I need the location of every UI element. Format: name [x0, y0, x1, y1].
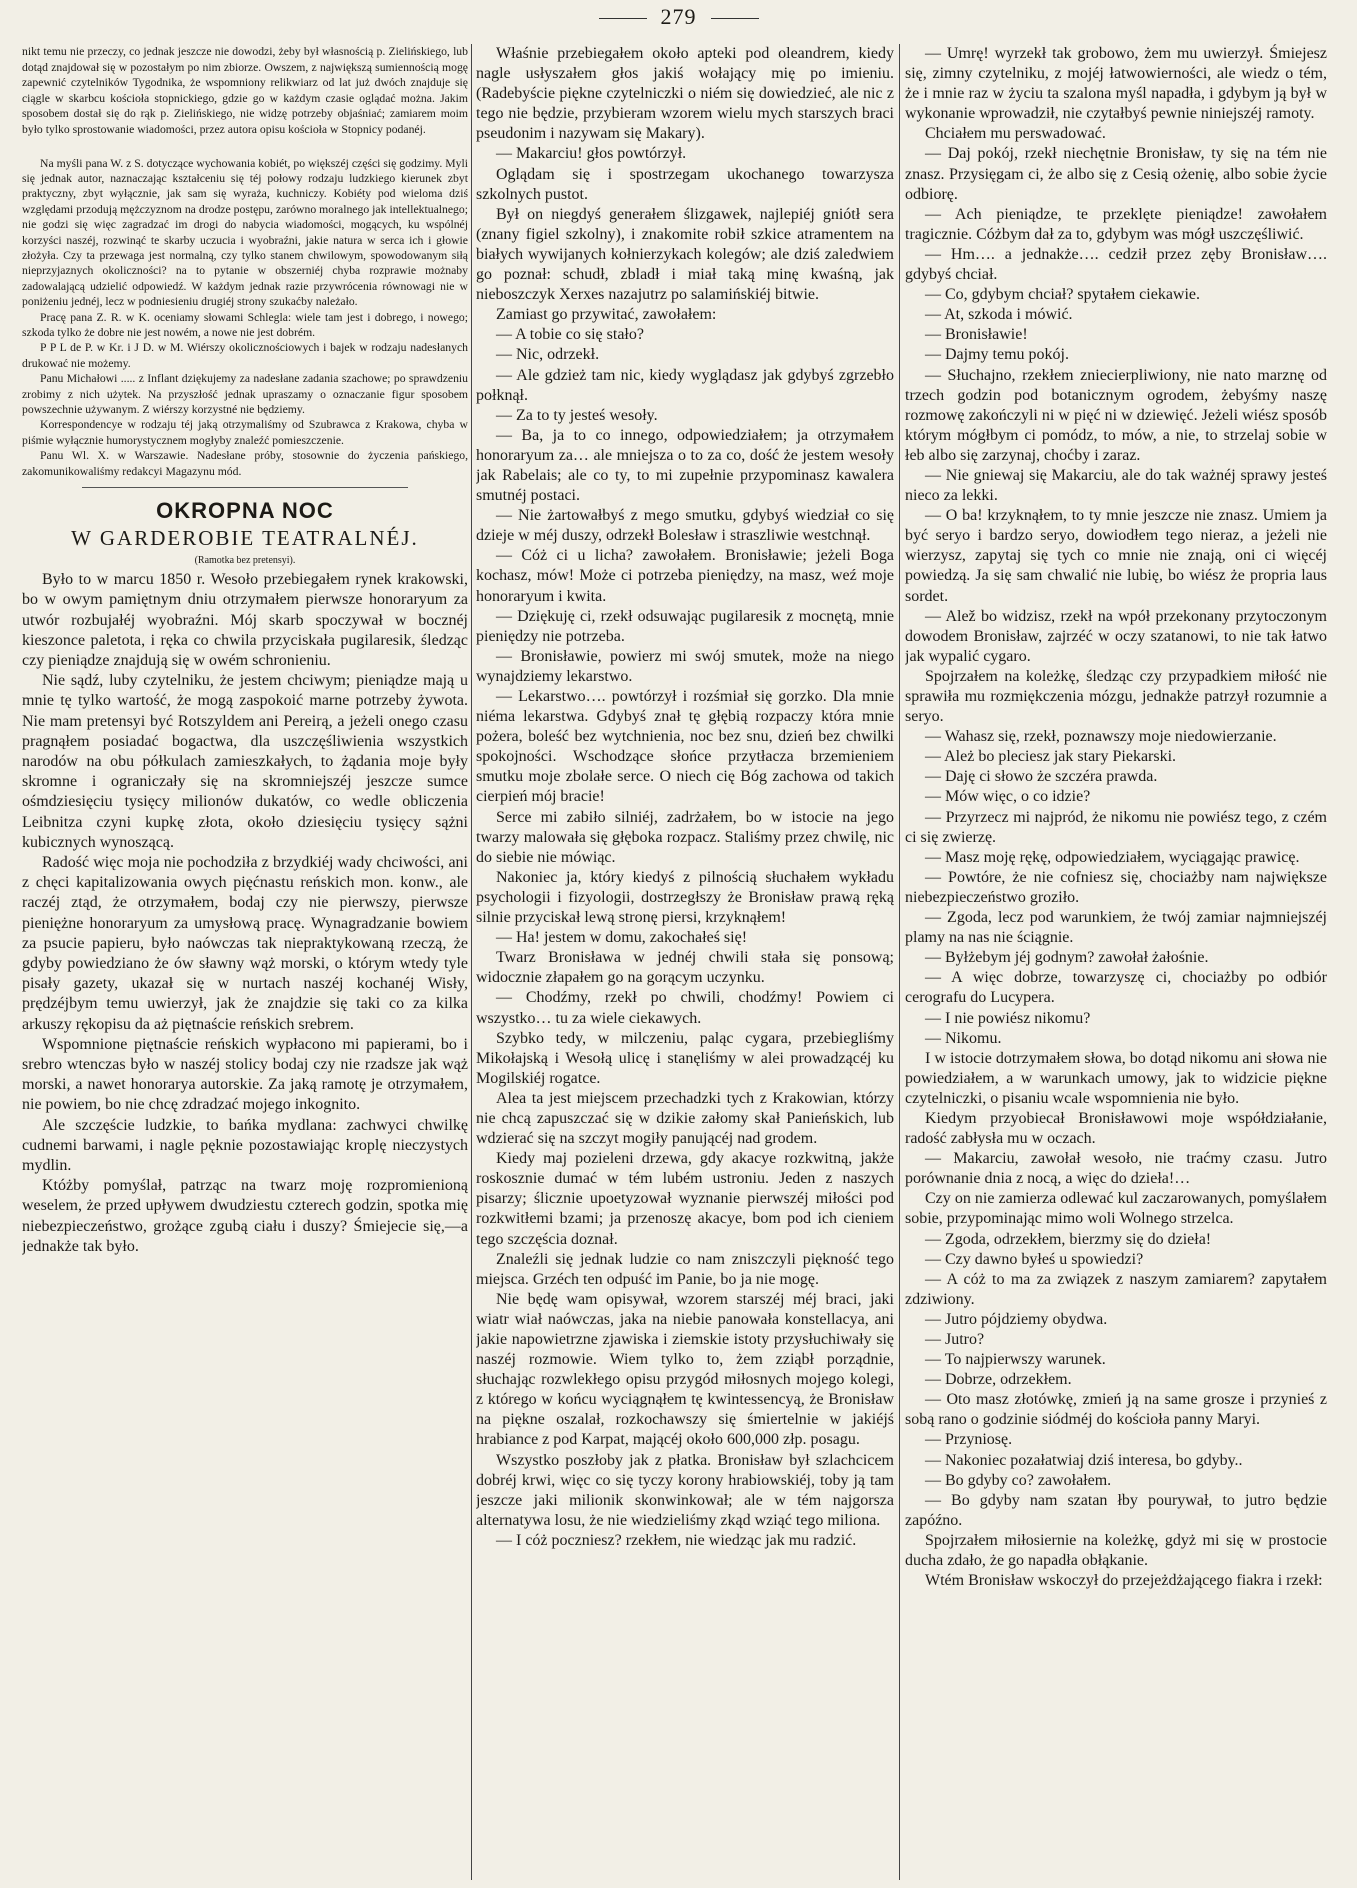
paragraph: — Wahasz się, rzekł, poznawszy moje niedowierzanie. [925, 728, 1277, 746]
paragraph: — Zgoda, lecz pod warunkiem, że twój zamiar najmniejszéj plamy na nas nie ściągnie. [905, 909, 1327, 947]
paragraph: — Masz moję rękę, odpowiedziałem, wyciągając prawicę. [925, 848, 1300, 866]
column-left [22, 44, 468, 1880]
article-heading [22, 498, 468, 566]
paragraph: — Byłżebym jéj godnym? zawołał żałośnie. [925, 949, 1209, 967]
paragraph: — Jutro? [925, 1331, 985, 1348]
correction-note [22, 44, 468, 138]
article-body-part-3 [905, 44, 1327, 1591]
paragraph: — Ba, ja to co innego, odpowiedziałem; ja otrzymałem honoraryum za… ale mniejsza o to za co, dość że jestem wesoły jak Rabelais; ale co ty, to mi zupełnie przypominasz kawalera smutnéj postaci. [476, 426, 894, 505]
paragraph: — Umrę! wyrzekł tak grobowo, żem mu uwierzył. Śmiejesz się, zimny czytelniku, z mojéj łatwowierności, ale wiedz o tém, że i mnie raz w życiu ta szalona myśl napadła, i gdybym ją był w wykonanie wprowadził, nie czytałbyś pewnie niniejszéj ramoty. [905, 45, 1327, 123]
paragraph: — Bo gdyby co? zawołałem. [925, 1471, 1112, 1489]
paragraph: Radość więc moja nie pochodziła z brzydkiéj wady chciwości, ani z chęci kapitalizowania owych pięćnastu reńskich mon. konw., ale raczéj ztąd, że otrzymałem, bodaj czy nie pierwszy, pierwsze pieniężne honoraryum za umysłową pracę. Wynagradzanie bowiem za psucie papieru, było naówczas tak niepraktykowaną rzeczą, że gdyby powiedziano że ów sławny wąż morski, o którym wtedy tyle pisały gazety, ukazał się w nurtach naszéj kochanéj Wisły, prędzéjbym temu uwierzył, jak że znajdzie się taki co za kilka arkuszy rękopisu da aż piętnaście reńskich srebrem. [22, 853, 468, 1033]
paragraph: — Bo gdyby nam szatan łby pourywał, to jutro będzie zapóźno. [905, 1491, 1327, 1529]
paragraph: — Zgoda, odrzekłem, bierzmy się do dzieła! [925, 1230, 1212, 1248]
paragraph: Kiedy maj pozieleni drzewa, gdy akacye rozkwitną, jakże roskosznie dumać w tém lubém ustroniu. Jeden z naszych pisarzy; ślicznie upoetyzował wyznanie pierwszéj miłości pod rozkwitłemi bzami; ja przenoszę akacye, bom pod ich cieniem tego szczęścia doznał. [476, 1150, 894, 1248]
paragraph: — Powtóre, że nie cofniesz się, chociażby nam największe niebezpieczeństwo groziło. [905, 868, 1327, 906]
paragraph: — O ba! krzyknąłem, to ty mnie jeszcze nie znasz. Umiem ja być seryo i bardzo seryo, dowiodłem tego nieraz, a jeżeli nie wierzysz, zapytaj się tych co mnie nie znają, oni ci więcéj powiedzą. Ja się sam chwalić nie lubię, bo wiész że propria laus sordet. [905, 507, 1327, 605]
paragraph: — Przyniosę. [925, 1431, 1013, 1449]
note-paragraph: Panu Michałowi ..... z Inflant dziękujemy za nadesłane zadania szachowe; po sprawdzeniu zrobimy z nich użytek. Na przyszłość jednak upraszamy o oznaczanie figur sposobem powszechnie używanym. Z wiérszy korzystné nie będziemy. [22, 372, 468, 417]
paragraph: Kiedym przyobiecał Bronisławowi moje współdziałanie, radość zabłysła mu w oczach. [905, 1109, 1327, 1148]
paragraph: — A tobie co się stało? [496, 326, 644, 344]
paragraph: — Dajmy temu pokój. [925, 346, 1069, 364]
paragraph: I w istocie dotrzymałem słowa, bo dotąd nikomu ani słowa nie powiedziałem, a w warunkach umowy, jak to widzicie piękne czytelniczki, o pisaniu wcale wspomnienia nie było. [905, 1049, 1327, 1107]
note-paragraph: Na myśli pana W. z S. dotyczące wychowania kobiét, po większéj części się godzimy. Myli się jednak autor, naznaczając kształceniu się téj połowy rodzaju ludzkiego kierunek zbyt praktyczny, zbyt wyłącznie, jak sam się wyraża, kuchniczy. Kobiéty pod wieloma dziś względami przodują mężczyznom na drodze postępu, zarówno moralnego jak intellektualnego; nie godzi się więc zagradzać im drogi do nabycia wiadomości, mogących, ku wspólnéj korzyści naszéj, rozwinąć te skarby uczucia i wyobraźni, jakie natura w serca ich i głowie złożyła. Czy ta przewaga jest normalną, czy tylko stanem chwilowym, spowodowanym siłą nieprzyjaznych okoliczności? na to pytanie w obszerniéj chyba rozprawie możnaby zadowalającą udzielić odpowiedź. W każdym jednak razie przywrócenia równowagi nie w poniżeniu jednéj, lecz w podniesieniu drugiéj strony szukaćby należało. [22, 156, 468, 309]
paragraph: — Lekarstwo…. powtórzył i rozśmiał się gorzko. Dla mnie niéma lekarstwa. Gdybyś znał tę głębią rozpaczy która mnie pożera, boleść bez wytchnienia, noc bez snu, dzień bez chwilki spokojności. Wschodzące słońce przytłacza brzemieniem smutku moje zbolałe serce. O niech cię Bóg zachowa od takich cierpień mój bracie! [476, 688, 894, 806]
paragraph: Nie sądź, luby czytelniku, że jestem chciwym; pieniądze mają u mnie tę tylko wartość, że mogą zaspokoić marne potrzeby żywota. Nie mam pretensyi być Rotszyldem ani Pereirą, a jeżeli onego czasu pragnąłem posiadać bogactwa, dla uszczęśliwienia wszystkich narodów na obu półkulach zamieszkałych, to żądania moje były skromne i ograniczały się na skromniejszéj jeszcze sumce ośmdziesięciu tysięcy milionów dukatów, co wedle obliczenia Leibnitza czyni kupkę złota, około dziesięciu tysięcy sążni kubicznych wynoszącą. [22, 672, 468, 851]
paragraph: — A więc dobrze, towarzyszę ci, chociażby po odbiór cerografu do Lucypera. [905, 969, 1327, 1007]
paragraph: — Słuchajno, rzekłem zniecierpliwiony, nie nato marznę od trzech godzin pod botanicznym ogrodem, żebyśmy naszę rozmowę zakończyli ni w pięć ni w dziewięć. Jeżeli wiész sposób którym mógłbym ci pomódz, to mów, a nie, to strzelaj sobie w łeb albo się zarzynaj, choćby i zaraz. [905, 366, 1327, 464]
paragraph: — Przyrzecz mi najpród, że nikomu nie powiész tego, z czém ci się zwierzę. [905, 808, 1327, 846]
note-paragraph: Panu Wl. X. w Warszawie. Nadesłane próby, stosownie do życzenia pańskiego, zakomunikowaliśmy redakcyi Magazynu mód. [22, 449, 468, 478]
column-right [905, 44, 1327, 1880]
article-note: (Ramotka bez pretensyi). [194, 555, 296, 567]
note-paragraph: Korrespondencye w rodzaju téj jaką otrzymaliśmy od Szubrawca z Krakowa, chyba w piśmie wyłącznie humorystycznem mogłyby znaleźć pomieszczenie. [22, 418, 468, 447]
paragraph: — Czy dawno byłeś u spowiedzi? [925, 1250, 1144, 1268]
section-divider [82, 487, 408, 488]
paragraph: — Makarciu, zawołał wesoło, nie traćmy czasu. Jutro porównanie dnia z nocą, a więc do dzieła!… [905, 1150, 1327, 1188]
note-paragraph: P P L de P. w Kr. i J D. w M. Wiérszy okolicznościowych i bajek w rodzaju nadesłanych drukować nie możemy. [22, 341, 468, 370]
paragraph: — Nic, odrzekł. [496, 346, 600, 364]
paragraph: Ale szczęście ludzkie, to bańka mydlana: zachwyci chwilkę cudnemi barwami, i nagle pęknie pozostawiając kroplę nieczystych mydlin. [22, 1116, 468, 1174]
paragraph: — Nie gniewaj się Makarciu, ale do tak ważnéj sprawy jesteś nieco za lekki. [905, 466, 1327, 505]
paragraph: Wszystko poszłoby jak z płatka. Bronisław był szlachcicem dobréj krwi, więc co się tyczy korony hrabiowskiéj, toby ją tam jeszcze jaki milionik skonwinkował; ale w tém najgorsza alternatywa losu, że nie wiedzieliśmy zkąd wziąć tego miliona. [476, 1451, 894, 1529]
paragraph: — Daj pokój, rzekł niechętnie Bronisław, ty się na tém nie znasz. Przysięgam ci, że albo się z Cesią ożenię, albo sobie życie odbiorę. [905, 145, 1327, 203]
paragraph: Oglądam się i spostrzegam ukochanego towarzysza szkolnych pustot. [476, 165, 894, 203]
paragraph: — Bronisławie, powierz mi swój smutek, może na niego wynajdziemy lekarstwo. [476, 647, 894, 685]
column-rule-left [471, 44, 472, 1880]
column-middle [476, 44, 894, 1880]
paragraph: Spojrzałem na koleżkę, śledząc czy przypadkiem miłość nie sprawiła mu rozmiękczenia mózgu, jednakże patrzył rozumnie a seryo. [905, 667, 1327, 726]
paragraph: — At, szkoda i mówić. [925, 306, 1073, 324]
paragraph: — Cóż ci u licha? zawołałem. Bronisławie; jeżeli Boga kochasz, mów! Może ci potrzeba pieniędzy, na masz, weź moje honoraryum i kwita. [476, 547, 894, 605]
paragraph: Znaleźli się jednak ludzie co nam zniszczyli piękność tego miejsca. Grzéch ten odpuść im Panie, bo ja nie mogę. [476, 1250, 894, 1288]
paragraph: — Ha! jestem w domu, zakochałeś się! [496, 929, 748, 947]
paragraph: — Oto masz złotówkę, zmień ją na same grosze i przynieś z sobą rano o godzinie siódméj do kościoła panny Maryi. [905, 1391, 1327, 1429]
article-title: OKROPNA NOC [156, 498, 334, 524]
paragraph: — Jutro pójdziemy obydwa. [925, 1310, 1108, 1328]
paragraph: Zamiast go przywitać, zawołałem: [496, 306, 717, 324]
paragraph: — A cóż to ma za związek z naszym zamiarem? zapytałem zdziwiony. [905, 1270, 1327, 1308]
paragraph: — Daję ci słowo że szczéra prawda. [925, 768, 1158, 786]
paragraph: Czy on nie zamierza odlewać kul zaczarowanych, pomyślałem sobie, przypominając mimo woli Wolnego strzelca. [905, 1190, 1327, 1228]
paragraph: — Ach pieniądze, te przeklęte pieniądze! zawołałem tragicznie. Cóżbym dał za to, gdybym was mógł uszczęśliwić. [905, 205, 1327, 243]
paragraph: — Za to ty jesteś wesoły. [496, 406, 658, 424]
article-body-part-2 [476, 44, 894, 1551]
paragraph: Serce mi zabiło silniéj, zadrżałem, bo w istocie na jego twarzy malowała się głęboka rozpacz. Staliśmy przez chwilę, nic do siebie nie mówiąc. [476, 808, 894, 866]
paragraph: — Mów więc, o co idzie? [925, 788, 1091, 806]
paragraph: — Nikomu. [925, 1029, 1002, 1047]
paragraph: — I cóż poczniesz? rzekłem, nie wiedząc jak mu radzić. [496, 1531, 857, 1549]
editorial-notes [22, 156, 468, 480]
paragraph: Szybko tedy, w milczeniu, paląc cygara, przebiegliśmy Mikołajską i Wesołą ulicę i stanęliśmy w alei prowadzącéj ku Mogilskiéj rogatce. [476, 1029, 894, 1087]
note-paragraph: Pracę pana Z. R. w K. oceniamy słowami Schlegla: wiele tam jest i dobrego, i nowego; szkoda tylko że dobre nie jest nowém, a nowe nie jest dobrém. [22, 310, 468, 340]
paragraph: Wspomnione piętnaście reńskich wypłacono mi papierami, bo i srebro wtenczas było w naszéj stolicy bodaj czy nie rzadsze jak wąż morski, a nawet honorarya autorskie. Za jaką ramotę je otrzymałem, nie powiem, bo nie chcę zdradzać mojego inkognito. [22, 1035, 468, 1114]
paragraph: Nakoniec ja, który kiedyś z pilnością słuchałem wykładu psychologii i fizyologii, dostrzegłszy że Bronisław prawą ręką silnie przyciskał lewą stronę piersi, krzyknąłem! [476, 868, 894, 927]
paragraph: Był on niegdyś generałem ślizgawek, najlepiéj gniótł sera (znany figiel szkolny), i znakomite robił szkice atramentem na białych wywijanych kołnierzykach kolegów; ale dziś zaledwiem go poznał: schudł, zbladł i miał taką minę kwaśną, jak nieboszczyk Xerxes nazajutrz po salamińskiéj bitwie. [476, 205, 894, 304]
paragraph: — To najpierwszy warunek. [925, 1351, 1106, 1369]
paragraph: — Bronisławie! [925, 326, 1028, 344]
paragraph: — Dziękuję ci, rzekł odsuwając pugilaresik z mocnętą, mnie pieniędzy nie potrzeba. [476, 607, 894, 645]
paragraph: — Nakoniec pozałatwiaj dziś interesa, bo gdyby.. [925, 1451, 1243, 1469]
page-header [0, 4, 1357, 30]
paragraph: Alea ta jest miejscem przechadzki tych z Krakowian, którzy nie chcą zapuszczać się w dzikie załomy skał Panieńskich, lub wdzierać się na szczyt mogiły panującéj nad grodem. [476, 1089, 894, 1148]
paragraph: — Alež bo widzisz, rzekł na wpół przekonany przytoczonym dowodem Bronisław, zajrzéć w oczy szatanowi, to nie tak łatwo jak wypalić cygaro. [905, 607, 1327, 665]
paragraph: — Ależ bo pleciesz jak stary Piekarski. [925, 748, 1177, 766]
paragraph: — Hm…. a jednakże…. cedził przez zęby Bronisław…. gdybyś chciał. [905, 245, 1327, 284]
paragraph: — Ale gdzież tam nic, kiedy wyglądasz jak gdybyś zgrzebło połknął. [476, 366, 894, 404]
paragraph: Właśnie przebiegałem około apteki pod oleandrem, kiedy nagle usłyszałem głos jakiś wołający mię po imieniu. (Radebyście piękne czytelniczki o niém się dowiedzieć, ale nic z tego nie będzie, przybieram wzorem wielu mych starszych braci pseudonim i nazywam się Makary). [476, 45, 894, 143]
article-body-part-1 [22, 570, 468, 1257]
paragraph: Spojrzałem miłosiernie na koleżkę, gdyż mi się w prostocie ducha zdało, że go napadła obłąkanie. [905, 1531, 1327, 1570]
paragraph: Któżby pomyślał, patrząc na twarz moję rozpromienioną weselem, że przed upływem dwudziestu czterech godzin, spotka mię niebezpieczeństwo, grożące zgubą ciału i duszy? Śmiejecie się,—a jednakże tak było. [22, 1177, 468, 1255]
paragraph: Nie będę wam opisywał, wzorem starszéj méj braci, jaki wiatr wiał naówczas, jaka na niebie panowała konstellacya, ani jakie napowietrzne zjawiska i ziemskie istoty przysłuchiwały się naszéj rozmowie. Wiem tylko to, żem zziąbł porządnie, słuchając rozwlekłego opisu przygód miłosnych mojego kolegi, z którego w końcu wyciągnąłem tę kwintessencyą, że Bronisław na piękne oszalał, rozkochawszy się śmiertelnie w jakiéjś hrabiance z pod Karpat, mającéj około 600,000 złp. posagu. [476, 1290, 894, 1449]
paragraph: Chciałem mu perswadować. [925, 125, 1106, 143]
paragraph: — Nie żartowałbyś z mego smutku, gdybyś wiedział co się dzieje w méj duszy, odrzekł Bolesław i straszliwie westchnął. [476, 507, 894, 545]
page-number: 279 [585, 4, 773, 29]
paragraph: — I nie powiész nikomu? [925, 1009, 1091, 1027]
paragraph: — Makarciu! głos powtórzył. [496, 145, 687, 163]
paragraph: Twarz Bronisława w jednéj chwili stała się ponsową; widocznie złapałem go na gorącym uczynku. [476, 949, 894, 987]
paragraph: nikt temu nie przeczy, co jednak jeszcze nie dowodzi, żeby był własnością p. Zielińskiego, lub dotąd znajdował się w pozostałym po nim zbiorze. Owszem, z największą sumiennością mogę zapewnić czytelników Tygodnika, że wspomniony relikwiarz od lat już dwóch znajduje się ciągle w skarbcu kościoła stopnickiego, gdzie go w każdym czasie oglądać można. Jakim sposobem dostał się do rąk p. Zielińskiego, nie widzę potrzeby objaśniać; zamiarem moim było tylko sprostowanie wiadomości, przez autora opisu kościoła w Stopnicy podanéj. [22, 45, 468, 136]
paragraph: — Dobrze, odrzekłem. [925, 1371, 1072, 1389]
column-rule-right [899, 44, 900, 1880]
paragraph: Wtém Bronisław wskoczył do przejeżdżającego fiakra i rzekł: [925, 1572, 1323, 1590]
paragraph: — Co, gdybym chciał? spytałem ciekawie. [925, 286, 1201, 304]
paragraph: Było to w marcu 1850 r. Wesoło przebiegałem rynek krakowski, bo w owym pamiętnym dniu otrzymałem pierwsze honoraryum za utwór rozbujałéj wyobraźni. Mój skarb spoczywał w bocznéj kieszonce paletota, i ręka co chwila przyciskała pugilaresik, śledząc czy pieniądze znajdują się w owém schronieniu. [22, 571, 468, 669]
article-subtitle: W GARDEROBIE TEATRALNÉJ. [71, 526, 419, 551]
paragraph: — Chodźmy, rzekł po chwili, chodźmy! Powiem ci wszystko… tu za wiele ciekawych. [476, 989, 894, 1027]
